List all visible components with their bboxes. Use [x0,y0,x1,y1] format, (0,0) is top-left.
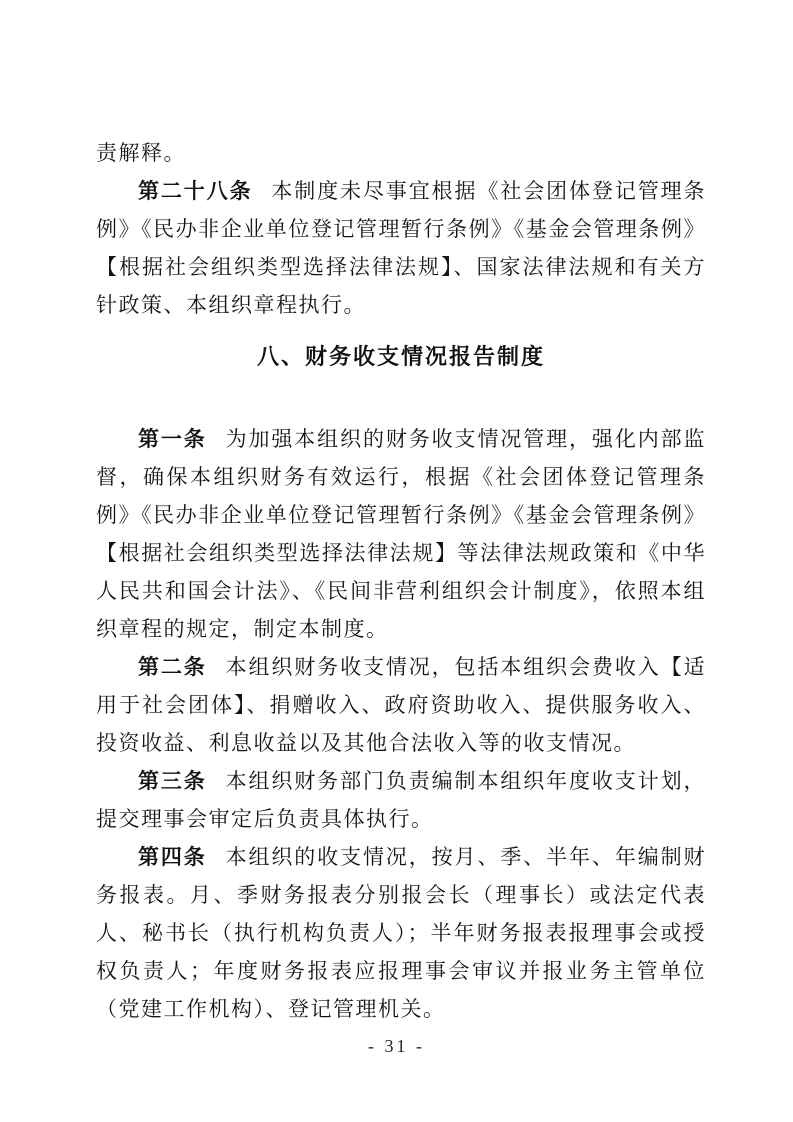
article-2-label: 第二条 [138,655,207,679]
paragraph-continuation: 责解释。 [96,141,186,165]
article-1-label: 第一条 [138,427,207,451]
article-2 [96,648,706,762]
article-4-label: 第四条 [138,845,207,869]
article-3 [96,762,706,838]
article-3-text: 本组织财务部门负责编制本组织年度收支计划，提交理事会审定后负责具体执行。 [96,769,707,831]
article-3-label: 第三条 [138,769,207,793]
article-4-text: 本组织的收支情况，按月、季、半年、年编制财务报表。月、季财务报表分别报会长（理事长）或法定代表人、秘书长（执行机构负责人）；半年财务报表报理事会或授权负责人；年度财务报表应报理事会审议并报业务主管单位（党建工作机构）、登记管理机关。 [96,845,707,1021]
article-28-text: 本制度未尽事宜根据《社会团体登记管理条例》《民办非企业单位登记管理暂行条例》《基金会管理条例》【根据社会组织类型选择法律法规】、国家法律法规和有关方针政策、本组织章程执行。 [96,179,707,317]
article-28-label: 第二十八条 [138,179,253,203]
article-4 [96,838,706,1028]
article-1-text: 为加强本组织的财务收支情况管理，强化内部监督，确保本组织财务有效运行，根据《社会团体登记管理条例》《民办非企业单位登记管理暂行条例》《基金会管理条例》【根据社会组织类型选择法律法规】等法律法规政策和《中华人民共和国会计法》、《民间非营利组织会计制度》，依照本组织章程的规定，制定本制度。 [96,427,707,641]
article-1 [96,420,706,648]
section-heading: 八、财务收支情况报告制度 [256,344,545,369]
document-body [96,134,706,1028]
article-28 [96,172,706,324]
page-number: - 31 - [368,1036,425,1056]
article-2-text: 本组织财务收支情况，包括本组织会费收入【适用于社会团体】、捐赠收入、政府资助收入、提供服务收入、投资收益、利息收益以及其他合法收入等的收支情况。 [96,655,707,755]
